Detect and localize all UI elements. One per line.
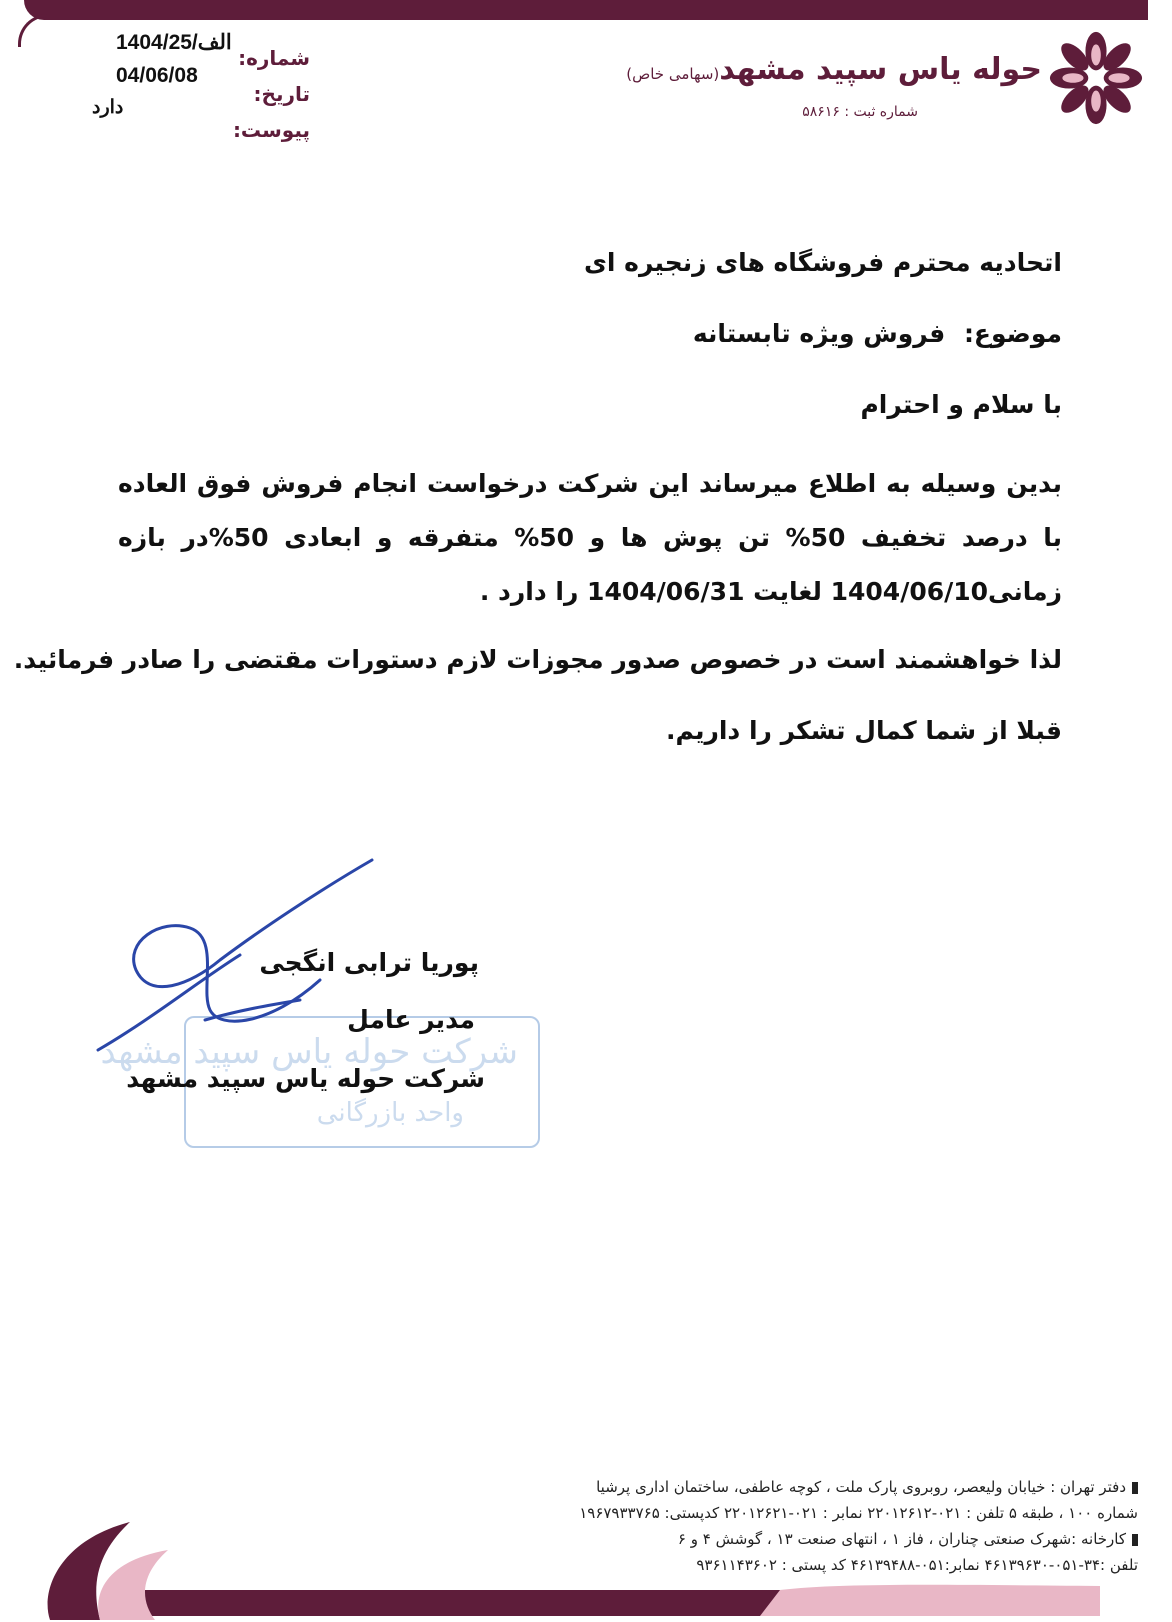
letter-date: 04/06/08 bbox=[116, 64, 198, 87]
footer-factory-line-1 bbox=[338, 1526, 1138, 1552]
signer-name: پوریا ترابی انگجی bbox=[259, 948, 479, 977]
greeting: با سلام و احترام bbox=[860, 390, 1062, 419]
handwritten-signature bbox=[90, 850, 410, 1060]
footer-office-line-2: شماره ۱۰۰ ، طبقه ۵ تلفن : ۰۲۱-۲۲۰۱۲۶۱۲ نمابر : ۰۲۱-۲۲۰۱۲۶۲۱ کدپستی: ۱۹۶۷۹۳۳۷۶۵ bbox=[579, 1504, 1138, 1522]
letter-attachment: دارد bbox=[92, 97, 124, 118]
bullet-icon bbox=[1132, 1534, 1138, 1546]
bottom-band bbox=[0, 1580, 1172, 1622]
office-address: دفتر تهران : خیابان ولیعصر، روبروی پارک ملت ، کوچه عاطفی، ساختمان اداری پرشیا bbox=[596, 1478, 1126, 1496]
main-paragraph: بدین وسیله به اطلاع میرساند این شرکت درخواست انجام فروش فوق العاده با درصد تخفیف 50% تن پوش ها و 50% متفرقه و ابعادی 50%در بازه زمانی1404/06/10 لغایت 1404/06/31 را دارد . bbox=[118, 469, 1062, 606]
subject-text: فروش ویژه تابستانه bbox=[692, 319, 946, 348]
footer-factory-line-2: تلفن :۳۴-۰۵۱-۴۶۱۳۹۶۳۰ نمابر:۰۵۱-۴۶۱۳۹۴۸۸ کد پستی : ۹۳۶۱۱۴۳۶۰۲ bbox=[696, 1556, 1138, 1574]
letter-meta-labels bbox=[228, 46, 310, 154]
corner-swoosh-icon bbox=[30, 1520, 170, 1622]
footer-contact bbox=[338, 1474, 1138, 1578]
subject-label: موضوع: bbox=[963, 319, 1062, 348]
footer-office-line-1 bbox=[338, 1474, 1138, 1500]
request-paragraph: لذا خواهشمند است در خصوص صدور مجوزات لازم دستورات مقتضی را صادر فرمائید. bbox=[13, 645, 1062, 674]
company-name-text: حوله یاس سپید مشهد bbox=[719, 52, 1042, 87]
thanks-line: قبلا از شما کمال تشکر را داریم. bbox=[665, 716, 1062, 745]
registration-number: شماره ثبت : ۵۸۶۱۶ bbox=[802, 104, 918, 120]
company-name bbox=[626, 52, 1042, 87]
stamp-line-2: واحد بازرگانی bbox=[316, 1098, 464, 1128]
top-bar bbox=[24, 0, 1148, 20]
bullet-icon bbox=[1132, 1482, 1138, 1494]
date-label: تاریخ: bbox=[253, 82, 310, 106]
letter-body bbox=[13, 248, 1062, 745]
company-type: (سهامی خاص) bbox=[626, 65, 720, 83]
signer-company: شرکت حوله یاس سپید مشهد bbox=[126, 1064, 485, 1093]
letter-number: 1404/الف/25 bbox=[116, 31, 232, 54]
top-bar-curve bbox=[18, 14, 51, 47]
factory-address: کارخانه :شهرک صنعتی چناران ، فاز ۱ ، انتهای صنعت ۱۳ ، گوشش ۴ و ۶ bbox=[677, 1530, 1126, 1548]
recipient: اتحادیه محترم فروشگاه های زنجیره ای bbox=[584, 248, 1062, 277]
stamp-line-1: شرکت حوله یاس سپید مشهد bbox=[100, 1032, 518, 1072]
signer-title: مدیر عامل bbox=[347, 1005, 475, 1034]
company-logo-icon bbox=[1048, 30, 1144, 126]
number-label: شماره: bbox=[238, 46, 310, 70]
subject-line bbox=[118, 319, 1062, 348]
attachment-label: پیوست: bbox=[232, 118, 310, 142]
